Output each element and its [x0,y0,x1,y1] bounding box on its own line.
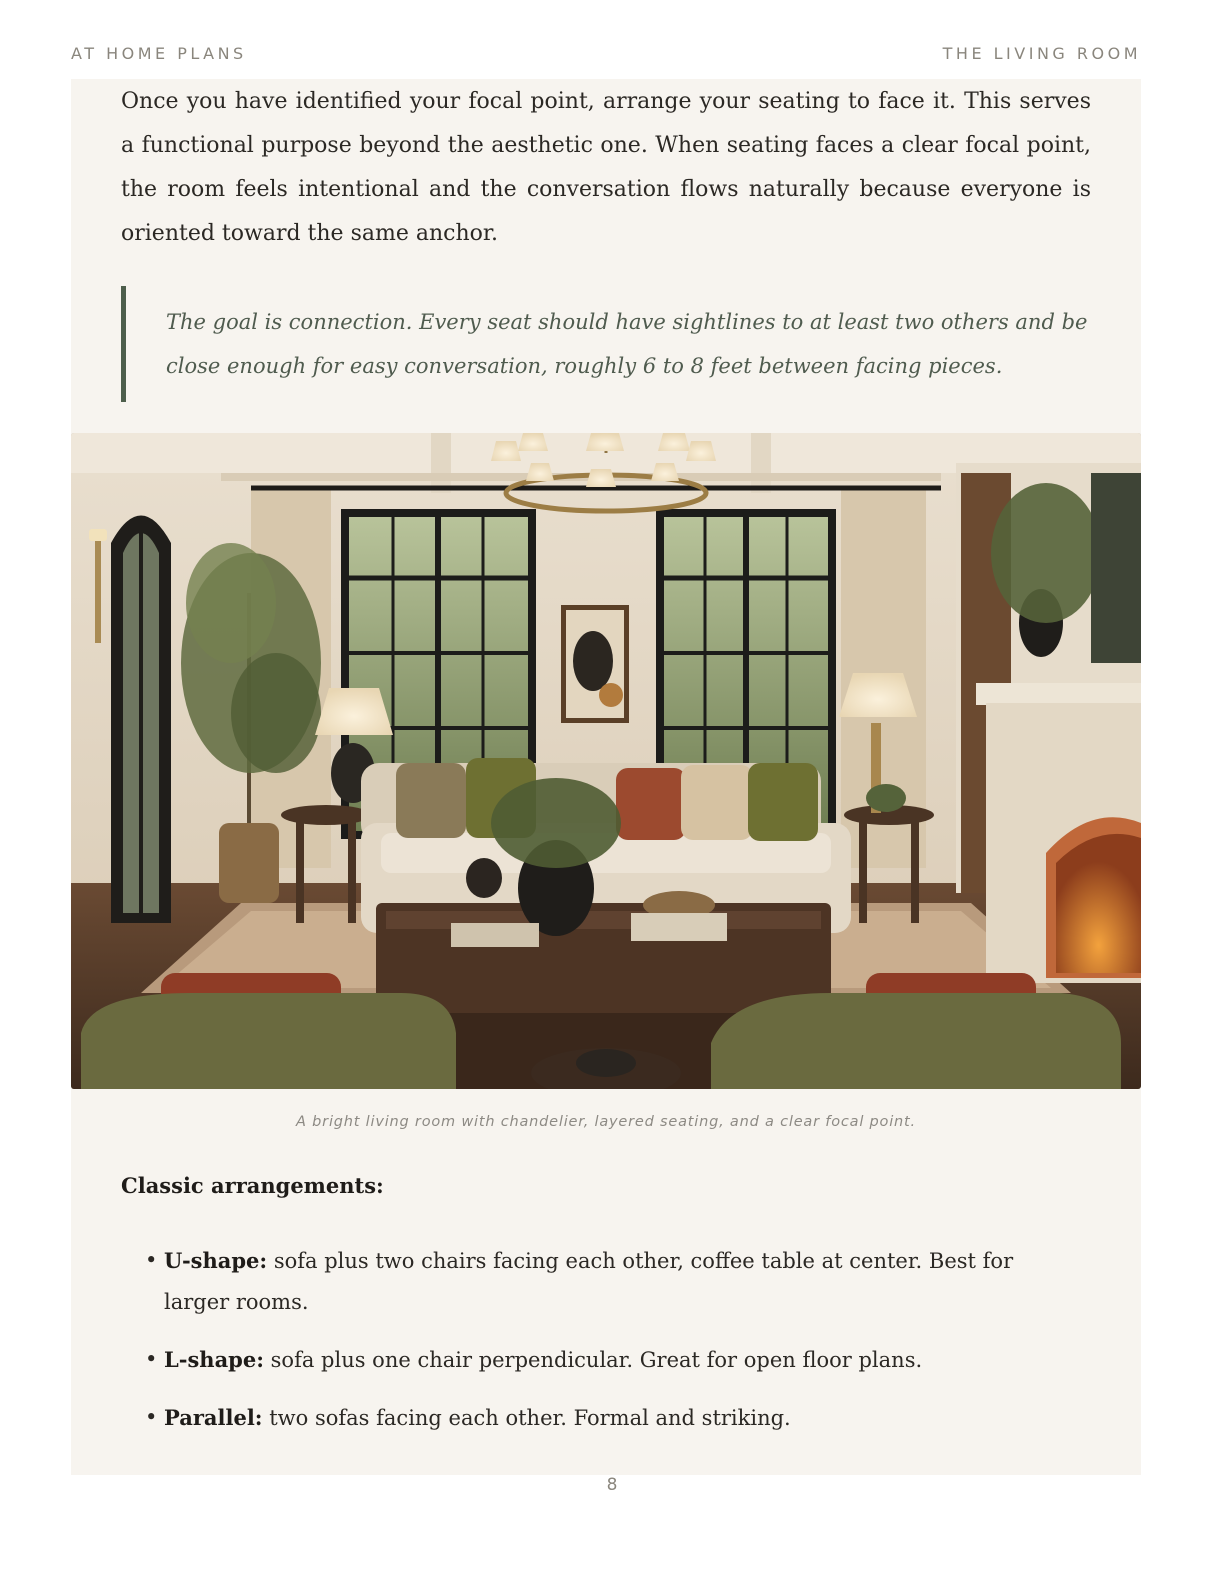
pull-quote [121,286,1091,402]
list-item [121,1397,1051,1439]
header-right-title: THE LIVING ROOM [942,44,1141,63]
page-number: 8 [606,1475,618,1495]
bullet-icon: • [145,1347,158,1371]
living-room-photo [71,433,1141,1089]
intro-paragraph: Once you have identified your focal point, arrange your seating to face it. This serves a functional purpose beyond the aesthetic one. When seating faces a clear focal point, the room feels intentional and the conversation flows naturally because everyone is oriented toward the same anchor. [121,89,1091,246]
figure-caption: A bright living room with chandelier, layered seating, and a clear focal point. [296,1114,916,1130]
list-item-text: sofa plus one chair perpendicular. Great for open floor plans. [263,1348,923,1372]
pull-quote-text: The goal is connection. Every seat should have sightlines to at least two others and be close enough for easy conversation, roughly 6 to 8 feet between facing pieces. [166,310,1088,378]
bullet-icon: • [145,1248,158,1272]
list-item-text: two sofas facing each other. Formal and striking. [262,1406,791,1430]
list-item-text: sofa plus two chairs facing each other, coffee table at center. Best for larger rooms. [164,1249,1014,1314]
list-item-term: L-shape: [164,1347,264,1372]
running-header [71,44,1141,64]
section-heading: Classic arrangements: [121,1173,384,1198]
header-left-title: AT HOME PLANS [71,44,247,63]
list-item-term: U-shape: [164,1248,268,1273]
arrangement-list [121,1240,1051,1455]
list-item [121,1240,1051,1323]
list-item-term: Parallel: [164,1405,263,1430]
list-item [121,1339,1051,1381]
bullet-icon: • [145,1405,158,1429]
